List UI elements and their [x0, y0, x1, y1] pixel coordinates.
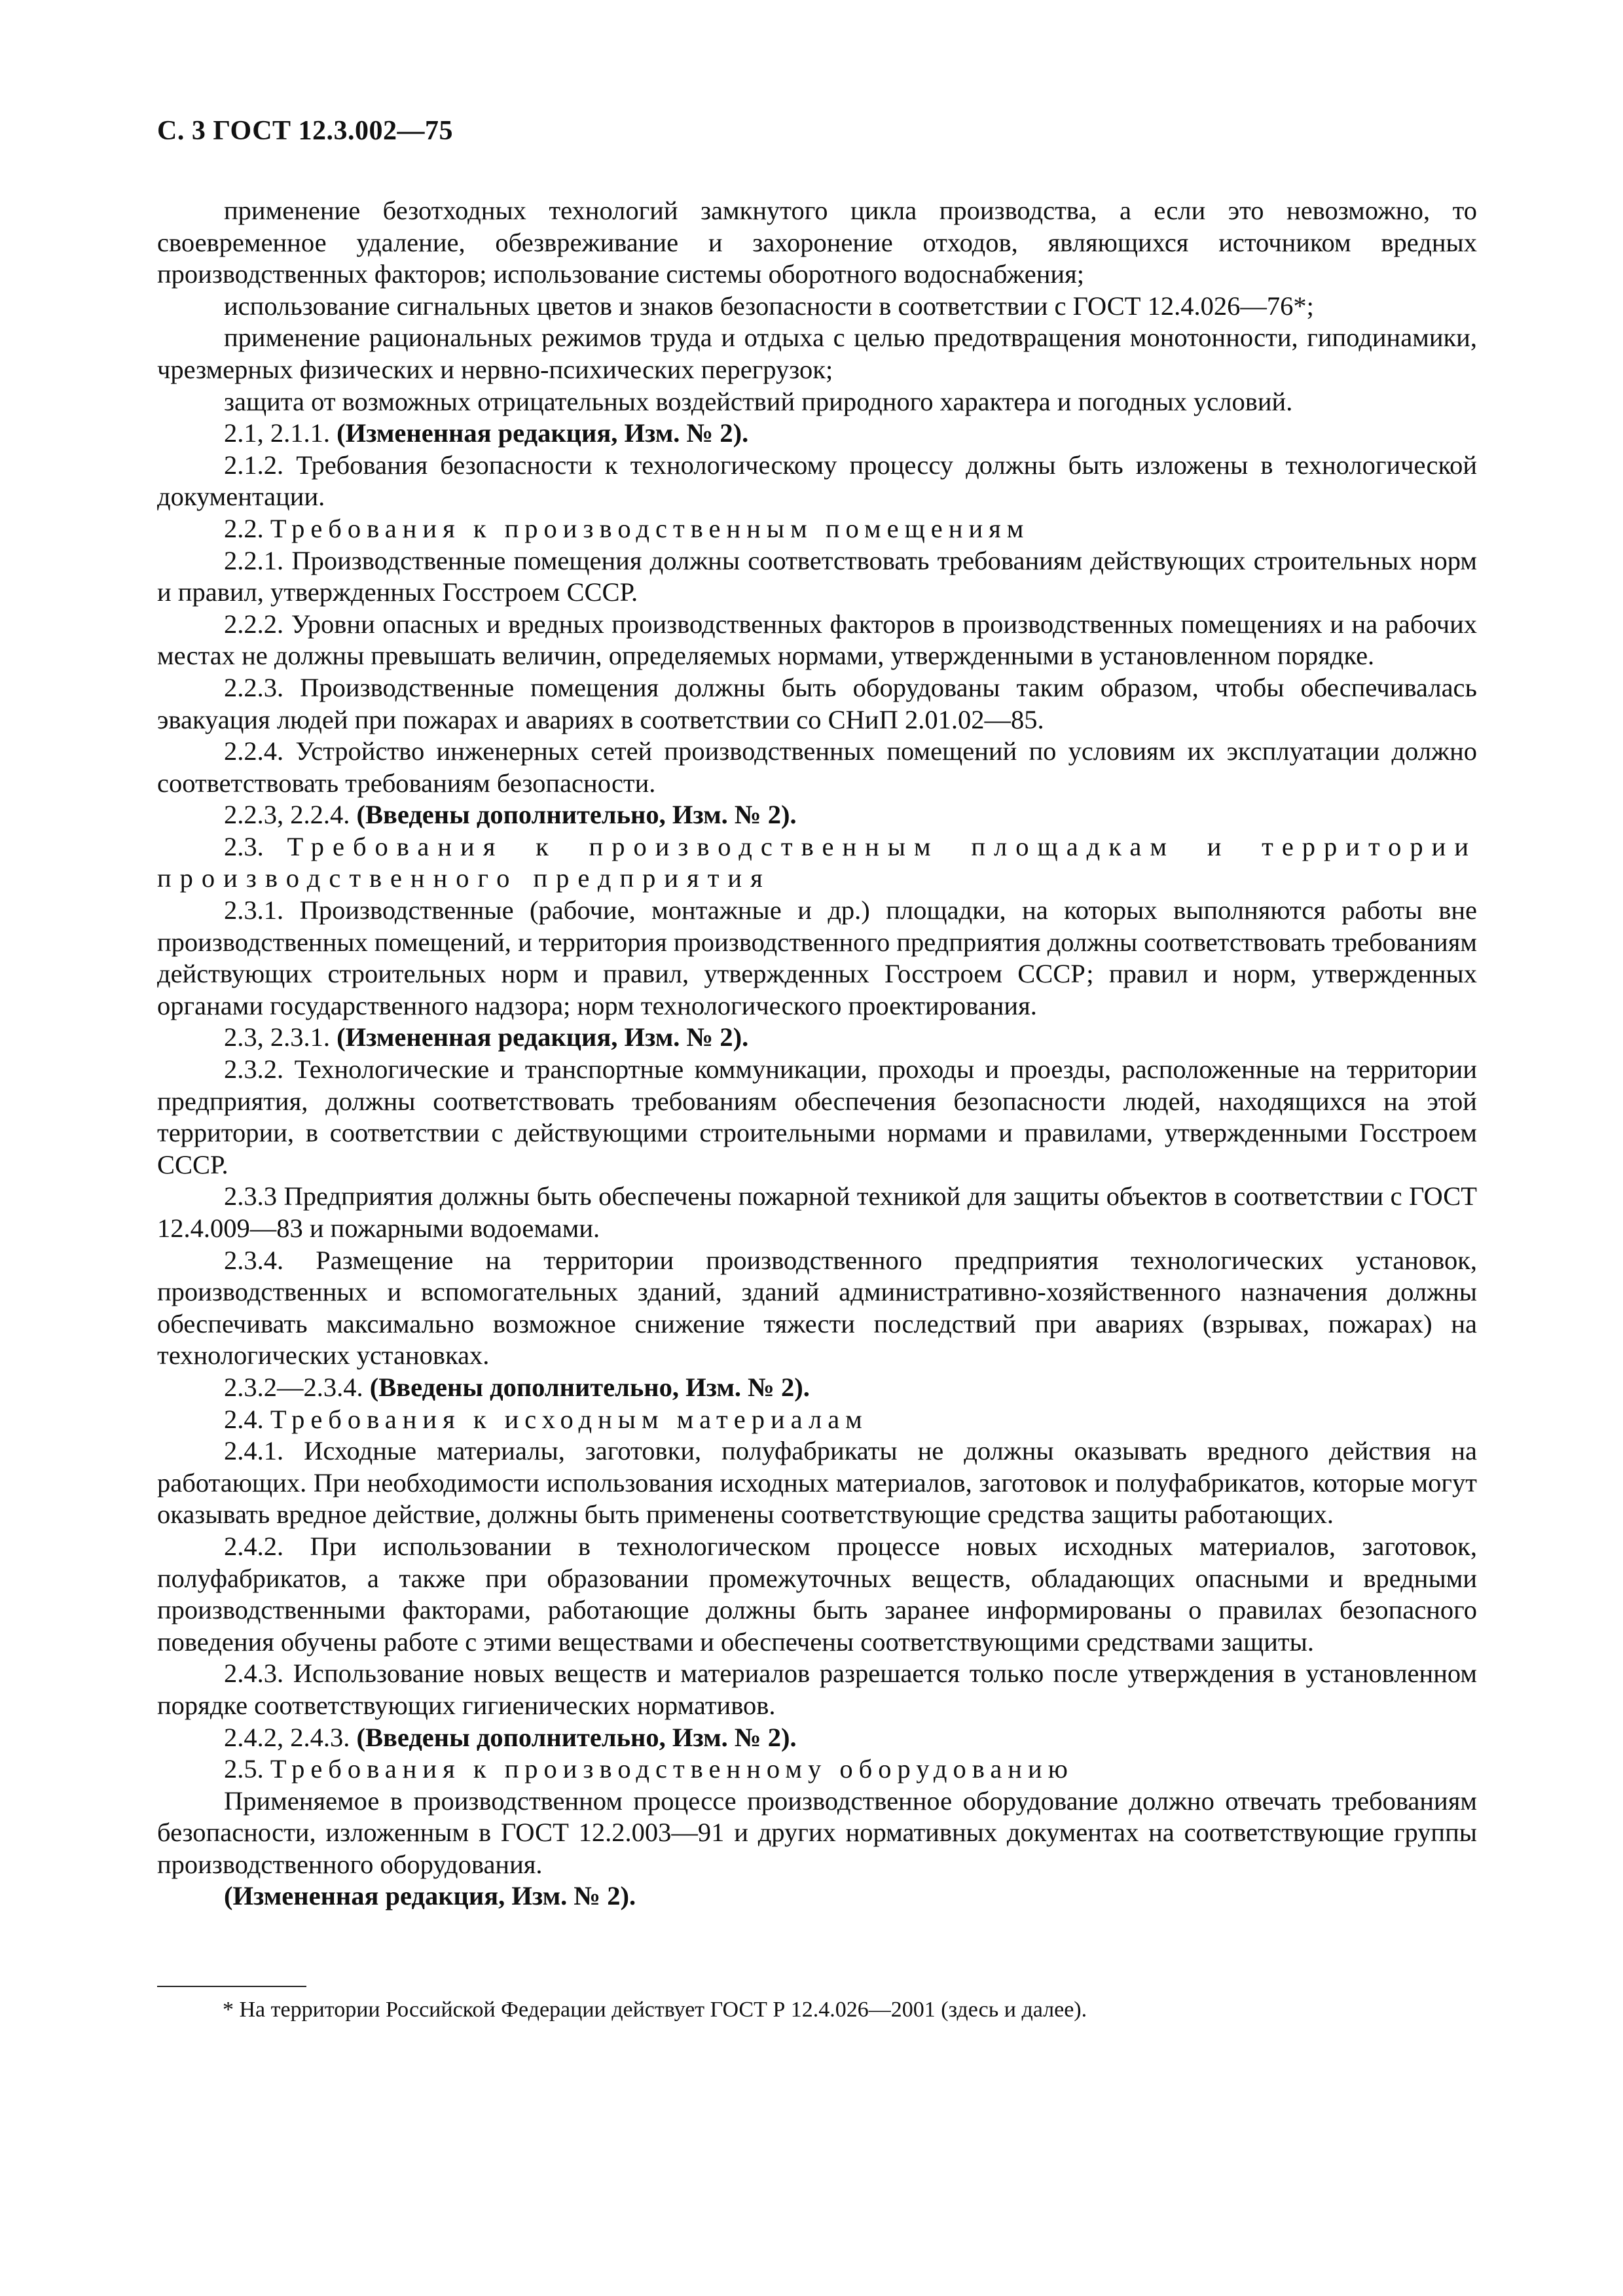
amendment-note	[157, 1722, 1477, 1754]
section-number: 2.2.	[224, 513, 264, 543]
amendment-note	[157, 1022, 1477, 1054]
amendment-label: (Введены дополнительно, Изм. № 2).	[356, 1722, 797, 1752]
clause-number: 2.3, 2.3.1.	[224, 1022, 330, 1052]
paragraph: 2.3.3 Предприятия должны быть обеспечены пожарной техникой для защиты объектов в соответствии с ГОСТ 12.4.009—83 и пожарными водоемами.	[157, 1181, 1477, 1243]
amendment-note	[157, 1372, 1477, 1404]
footnote: * На территории Российской Федерации действует ГОСТ Р 12.4.026—2001 (здесь и далее).	[223, 1998, 1087, 2022]
section-heading	[157, 513, 1477, 545]
paragraph: применение безотходных технологий замкнутого цикла производства, а если это невозможно, то своевременное удаление, обезвреживание и захоронение отходов, являющихся источником вредных производственных факторов; использование системы оборотного водоснабжения;	[157, 196, 1477, 289]
amendment-label: (Измененная редакция, Изм. № 2).	[337, 418, 749, 448]
amendment-label: (Измененная редакция, Изм. № 2).	[337, 1022, 749, 1052]
amendment-label: (Измененная редакция, Изм. № 2).	[224, 1881, 636, 1911]
paragraph: 2.2.2. Уровни опасных и вредных производственных факторов в производственных помещениях и на рабочих местах не должны превышать величин, определяемых нормами, утвержденными в установленном порядке.	[157, 609, 1477, 671]
section-title: Требования к исходным материалам	[270, 1404, 868, 1434]
section-title: Требования к производственным площадкам и территории производственного предприятия	[157, 831, 1477, 893]
amendment-note	[157, 799, 1477, 831]
section-title: Требования к производственным помещениям	[270, 513, 1030, 543]
paragraph: 2.4.1. Исходные материалы, заготовки, полуфабрикаты не должны оказывать вредного действия на работающих. При необходимости использования исходных материалов, заготовок и полуфабрикатов, которые могут оказывать вредное действие, должны быть применены соответствующие средства защиты работающих.	[157, 1436, 1477, 1530]
paragraph: 2.2.4. Устройство инженерных сетей производственных помещений по условиям их эксплуатации должно соответствовать требованиям безопасности.	[157, 736, 1477, 798]
paragraph: 2.2.3. Производственные помещения должны быть оборудованы таким образом, чтобы обеспечивалась эвакуация людей при пожарах и авариях в соответствии со СНиП 2.01.02—85.	[157, 672, 1477, 734]
clause-number: 2.4.2, 2.4.3.	[224, 1722, 350, 1752]
section-number: 2.4.	[224, 1404, 264, 1434]
paragraph: 2.3.1. Производственные (рабочие, монтажные и др.) площадки, на которых выполняются работы вне производственных помещений, и территория производственного предприятия должны соответствовать требованиям действующих строительных норм и правил, утвержденных Госстроем СССР; правил и норм, утвержденных органами государственного надзора; норм технологического проектирования.	[157, 895, 1477, 1020]
document-body	[157, 195, 1477, 1912]
page-header: С. 3 ГОСТ 12.3.002—75	[157, 116, 454, 146]
paragraph: Применяемое в производственном процессе производственное оборудование должно отвечать требованиям безопасности, изложенным в ГОСТ 12.2.003—91 и других нормативных документах на соответствующие группы производственного оборудования.	[157, 1785, 1477, 1879]
amendment-label: (Введены дополнительно, Изм. № 2).	[356, 800, 797, 830]
section-heading	[157, 1753, 1477, 1785]
section-title: Требования к производственному оборудованию	[270, 1754, 1074, 1784]
footnote-divider	[157, 1986, 306, 1987]
paragraph: применение рациональных режимов труда и отдыха с целью предотвращения монотонности, гиподинамики, чрезмерных физических и нервно-психических перегрузок;	[157, 323, 1477, 384]
section-number: 2.3.	[224, 831, 264, 861]
section-heading	[157, 831, 1477, 895]
section-number: 2.5.	[224, 1754, 264, 1784]
paragraph: 2.3.4. Размещение на территории производственного предприятия технологических установок, производственных и вспомогательных зданий, зданий административно-хозяйственного назначения должны обеспечивать максимально возможное снижение тяжести последствий при авариях (взрывах, пожарах) на технологических установках.	[157, 1245, 1477, 1371]
clause-number: 2.2.3, 2.2.4.	[224, 800, 350, 830]
paragraph: 2.1.2. Требования безопасности к технологическому процессу должны быть изложены в технологической документации.	[157, 450, 1477, 512]
paragraph: 2.2.1. Производственные помещения должны соответствовать требованиям действующих строительных норм и правил, утвержденных Госстроем СССР.	[157, 545, 1477, 607]
section-heading	[157, 1404, 1477, 1436]
paragraph: защита от возможных отрицательных воздействий природного характера и погодных условий.	[224, 386, 1293, 416]
amendment-note	[157, 418, 1477, 450]
paragraph: 2.4.2. При использовании в технологическом процессе новых исходных материалов, заготовок, полуфабрикатов, а также при образовании промежуточных веществ, обладающих опасными и вредными производственными факторами, работающие должны быть заранее информированы о правилах безопасного поведения обучены работе с этими веществами и обеспечены соответствующими средствами защиты.	[157, 1531, 1477, 1657]
clause-number: 2.1, 2.1.1.	[224, 418, 330, 448]
paragraph: 2.4.3. Использование новых веществ и материалов разрешается только после утверждения в установленном порядке соответствующих гигиенических нормативов.	[157, 1659, 1477, 1720]
paragraph: 2.3.2. Технологические и транспортные коммуникации, проходы и проезды, расположенные на территории предприятия, должны соответствовать требованиям обеспечения безопасности людей, находящихся на этой территории, в соответствии с действующими строительными нормами и правилами, утвержденными Госстроем СССР.	[157, 1054, 1477, 1179]
paragraph: использование сигнальных цветов и знаков безопасности в соответствии с ГОСТ 12.4.026—76*;	[224, 291, 1314, 321]
clause-number: 2.3.2—2.3.4.	[224, 1372, 363, 1402]
amendment-note	[157, 1880, 1477, 1912]
amendment-label: (Введены дополнительно, Изм. № 2).	[369, 1372, 810, 1402]
